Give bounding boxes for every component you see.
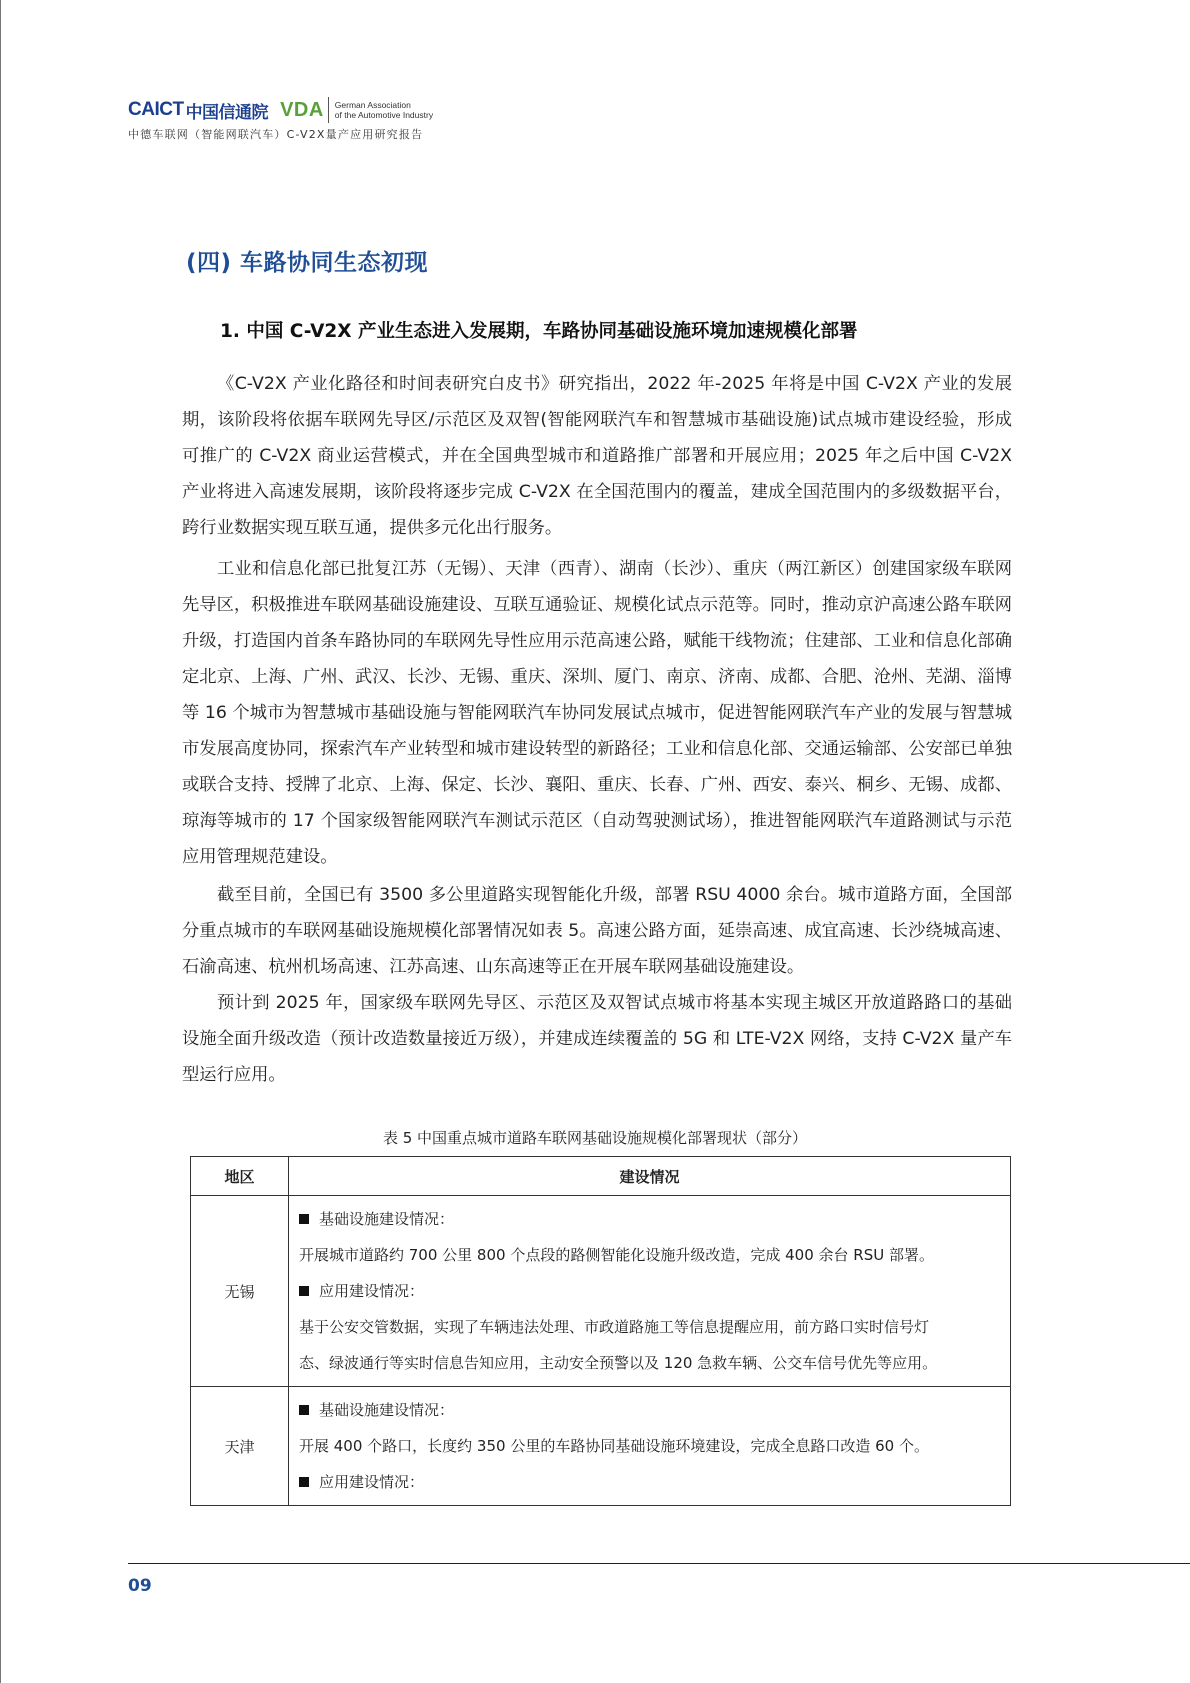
app-text-line: 态、绿波通行等实时信息告知应用，主动安全预警以及 120 急救车辆、公交车信号优先等应用。 [299, 1354, 938, 1372]
vda-desc-line1: German Association [334, 100, 411, 110]
region-cell: 无锡 [191, 1196, 289, 1387]
paragraph: 截至目前，全国已有 3500 多公里道路实现智能化升级，部署 RSU 4000 余台。城市道路方面，全国部分重点城市的车联网基础设施规模化部署情况如表 5。高速公路方面，延崇高速、成宜高速、长沙绕城高速、石渝高速、杭州机场高速、江苏高速、山东高速等正在开展车联网基础设施建设。 [182, 885, 1012, 977]
page-edge-line [0, 0, 1, 1683]
infra-text: 开展城市道路约 700 公里 800 个点段的路侧智能化设施升级改造，完成 400 余台 RSU 部署。 [299, 1246, 934, 1264]
paragraph: 预计到 2025 年，国家级车联网先导区、示范区及双智试点城市将基本实现主城区开放道路路口的基础设施全面升级改造（预计改造数量接近万级），并建成连续覆盖的 5G 和 LTE-V2X 网络，支持 C-V2X 量产车型运行应用。 [182, 993, 1012, 1085]
table-row [191, 1196, 1011, 1387]
app-text-line: 基于公安交管数据，实现了车辆违法处理、市政道路施工等信息提醒应用，前方路口实时信号灯 [299, 1318, 930, 1336]
deployment-table [190, 1156, 1011, 1506]
report-title: 中德车联网（智能网联汽车）C-V2X量产应用研究报告 [128, 128, 424, 141]
bullet-line [299, 1392, 1002, 1428]
table-header-row [191, 1157, 1011, 1196]
footer-divider [128, 1563, 1190, 1564]
infra-text: 开展 400 个路口，长度约 350 公里的车路协同基础设施环境建设，完成全息路口改造 60 个。 [299, 1437, 929, 1455]
header-status: 建设情况 [289, 1157, 1011, 1196]
table-caption: 表 5 中国重点城市道路车联网基础设施规模化部署现状（部分） [382, 1129, 808, 1147]
logo-row [128, 98, 433, 122]
bullet-line [299, 1273, 1002, 1309]
infra-label: 基础设施建设情况： [319, 1210, 455, 1228]
report-header [128, 98, 433, 142]
infra-label: 基础设施建设情况： [319, 1401, 455, 1419]
app-label: 应用建设情况： [319, 1473, 425, 1491]
caict-logo: CAICT [128, 99, 184, 120]
square-bullet-icon [299, 1286, 309, 1296]
vda-description [335, 100, 433, 120]
vda-logo: VDA [280, 98, 324, 121]
bullet-line [299, 1201, 1002, 1237]
vda-desc-line2: of the Automotive Industry [334, 110, 434, 120]
square-bullet-icon [299, 1405, 309, 1415]
header-region: 地区 [191, 1157, 289, 1196]
status-cell [289, 1196, 1011, 1387]
status-cell [289, 1387, 1011, 1506]
square-bullet-icon [299, 1477, 309, 1487]
app-label: 应用建设情况： [319, 1282, 425, 1300]
page-number: 09 [128, 1576, 152, 1596]
caict-logo-cn: 中国信通院 [185, 102, 269, 123]
bullet-line [299, 1464, 1002, 1500]
paragraph: 《C-V2X 产业化路径和时间表研究白皮书》研究指出，2022 年-2025 年将是中国 C-V2X 产业的发展期，该阶段将依据车联网先导区/示范区及双智(智能网联汽车和智慧城市基础设施)试点城市建设经验，形成可推广的 C-V2X 商业运营模式，并在全国典型城市和道路推广部署和开展应用；2025 年之后中国 C-V2X 产业将进入高速发展期，该阶段将逐步完成 C-V2X 在全国范围内的覆盖，建成全国范围内的多级数据平台，跨行业数据实现互联互通，提供多元化出行服务。 [182, 374, 1012, 538]
table-row [191, 1387, 1011, 1506]
subsection-title: 1. 中国 C-V2X 产业生态进入发展期，车路协同基础设施环境加速规模化部署 [220, 321, 858, 342]
region-cell: 天津 [191, 1387, 289, 1506]
section-title: (四) 车路协同生态初现 [186, 250, 429, 276]
square-bullet-icon [299, 1214, 309, 1224]
logo-divider [328, 97, 329, 123]
paragraph: 工业和信息化部已批复江苏（无锡）、天津（西青）、湖南（长沙）、重庆（两江新区）创建国家级车联网先导区，积极推进车联网基础设施建设、互联互通验证、规模化试点示范等。同时，推动京沪高速公路车联网升级，打造国内首条车路协同的车联网先导性应用示范高速公路，赋能干线物流；住建部、工业和信息化部确定北京、上海、广州、武汉、长沙、无锡、重庆、深圳、厦门、南京、济南、成都、合肥、沧州、芜湖、淄博等 16 个城市为智慧城市基础设施与智能网联汽车协同发展试点城市，促进智能网联汽车产业的发展与智慧城市发展高度协同，探索汽车产业转型和城市建设转型的新路径；工业和信息化部、交通运输部、公安部已单独或联合支持、授牌了北京、上海、保定、长沙、襄阳、重庆、长春、广州、西安、泰兴、桐乡、无锡、成都、琼海等城市的 17 个国家级智能网联汽车测试示范区（自动驾驶测试场），推进智能网联汽车道路测试与示范应用管理规范建设。 [182, 559, 1012, 867]
